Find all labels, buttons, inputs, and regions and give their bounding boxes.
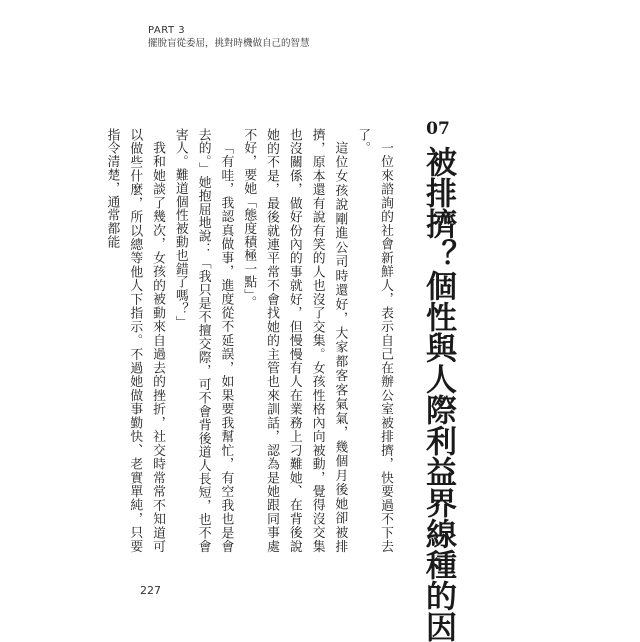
body-text [104, 128, 396, 553]
part-label: PART 3 [148, 25, 186, 36]
chapter-heading [419, 118, 457, 642]
paragraph: 「有哇，我認真做事，進度從不延誤，如果要我幫忙，有空我也是會去的。」她抱屈地說：「我只是不擅交際，可不會背後道人長短，也不會害人。難道個性被動也錯了嗎？」 [172, 128, 234, 553]
paragraph: 一位來諮詢的社會新鮮人，表示自己在辦公室被排擠，快要過不下去了。 [355, 128, 393, 553]
chapter-number: 07 [426, 119, 450, 139]
paragraph: 這位女孩說剛進公司時還好，大家都客客氣氣，幾個月後她卻被排擠，原本還有說有笑的人也沒了交集。女孩性格內向被動，覺得沒交集也沒關係，做好份內的事就好，但慢慢有人在業務上刁難她、在背後說她的不是，最後就連平常不會找她的主管也來訓話，認為是她跟同事處不好，要她「態度積極一點」。 [241, 128, 348, 553]
page-number: 227 [140, 584, 161, 597]
part-subtitle: 擺脫盲從委屈，挑對時機做自己的智慧 [148, 38, 310, 49]
paragraph: 我和她談了幾次，女孩的被動來自過去的挫折，社交時常常不知道可以做些什麼，所以總等他人下指示。不過她做事勤快、老實單純，只要指令清楚，通常都能 [104, 128, 166, 553]
chapter-title: 被排擠？個性與人際利益界線種的因 [420, 146, 456, 642]
running-header [148, 24, 310, 50]
